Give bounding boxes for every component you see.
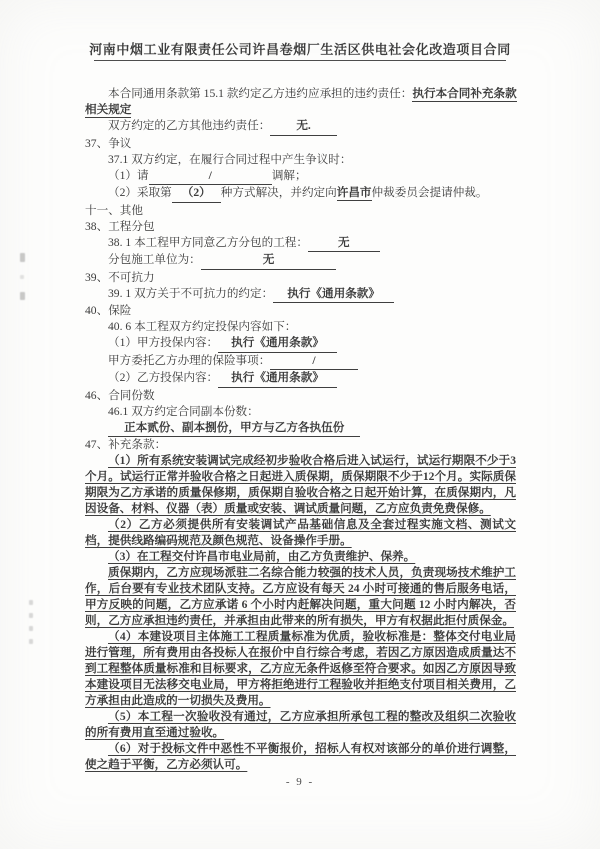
contract-line — [85, 168, 516, 186]
static-text: 本合同通用条款第 15.1 款约定乙方违约应承担的违约责任： — [108, 87, 413, 100]
static-text: 甲方委托乙方办理的保险事项： — [108, 353, 271, 367]
contract-line — [85, 319, 516, 335]
filled-in-field: 无 — [308, 235, 380, 253]
filled-in-field: / — [149, 168, 272, 186]
contract-paragraph: 质保期内，乙方应现场派驻二名综合能力较强的技术人员，负责现场技术维护工作，后台要有专业技术团队支持。乙方应设有每天 24 小时可接通的售后服务电话，甲方反映的问题，乙方应承诺 6 个小时内赶解决问题，重大问题 12 小时内解决，否则，乙方应承担违约责任，并承担由此带来的所有损失，甲方有权据此拒付质保金。 — [85, 566, 516, 627]
static-text: 仲裁委员会提请仲裁。 — [371, 186, 488, 199]
filled-in-field: 许昌市 — [336, 186, 372, 199]
contract-paragraph: （5）本工程一次验收没有通过，乙方应承担所承包工程的整改及组织二次验收的所有费用直至通过验收。 — [85, 710, 516, 739]
contract-line — [85, 235, 516, 253]
contract-line — [85, 404, 516, 420]
ink-bleed-mark — [20, 253, 25, 313]
contract-line — [85, 86, 516, 102]
static-text: （2）采取第 — [108, 186, 172, 199]
contract-line — [85, 270, 516, 286]
contract-paragraph: （3）在工程交付许昌市电业局前，由乙方负责维护、保养。 — [108, 550, 416, 563]
contract-line — [85, 185, 516, 203]
static-text: 46、合同份数 — [85, 388, 155, 402]
contract-paragraph: （1）所有系统安装调试完成经初步验收合格后进入试运行，试运行期限不少于3个月。试运行正常并验收合格之日起进入质保期，质保期限不少于12个月。实际质保期限为乙方承诺的质量保修期，质保期自验收合格之日起开始计算，在质保期内，凡因设备、材料、仪器（表）质量或安装、调试质量问题，乙方应负责免费保修。 — [85, 454, 516, 515]
static-text: 40. 6 本工程双方约定投保内容如下： — [108, 320, 297, 333]
contract-line — [85, 420, 516, 438]
contract-line — [85, 136, 516, 152]
contract-line — [85, 219, 516, 235]
static-text: 38、工程分包 — [85, 219, 155, 233]
contract-line — [85, 203, 516, 219]
filled-in-field: 执行《通用条款》 — [218, 370, 337, 388]
ink-bleed-mark — [29, 600, 33, 652]
filled-in-field: 无. — [270, 118, 337, 136]
static-text: 40、保险 — [85, 304, 132, 317]
contract-line — [85, 353, 516, 371]
static-text: 十一、其他 — [85, 203, 143, 217]
static-text: 39、不可抗力 — [85, 270, 155, 284]
filled-in-field: 执行《通用条款》 — [273, 286, 394, 304]
filled-in-field: 相关规定 — [85, 103, 132, 116]
contract-line — [85, 388, 516, 404]
contract-line — [85, 437, 516, 453]
contract-line — [85, 152, 516, 168]
static-text: 种方式解决，并约定向 — [220, 186, 337, 199]
page-number: - 9 - — [285, 776, 315, 788]
static-text: 38. 1 本工程甲方同意乙方分包的工程： — [108, 235, 308, 249]
static-text: 39. 1 双方关于不可抗力的约定： — [108, 286, 274, 300]
contract-line — [85, 303, 516, 319]
contract-line — [85, 335, 516, 353]
contract-line — [85, 118, 516, 136]
static-text: （2）乙方投保内容： — [108, 371, 219, 384]
static-text: 46.1 双方约定合同副本份数： — [108, 404, 259, 418]
contract-line — [85, 370, 516, 388]
contract-line — [85, 252, 516, 270]
filled-in-field: 无 — [201, 252, 337, 270]
filled-in-field: （2） — [172, 185, 221, 203]
filled-in-field: 执行本合同补充条款 — [412, 87, 517, 100]
static-text: 调解； — [271, 168, 307, 182]
contract-line — [85, 102, 516, 118]
filled-in-field: 执行《通用条款》 — [218, 335, 337, 353]
filled-in-field: / — [270, 353, 357, 371]
static-text: 37、争议 — [85, 136, 132, 150]
static-text: 双方约定的乙方其他违约责任： — [108, 119, 271, 132]
static-text: 37.1 双方约定，在履行合同过程中产生争议时： — [108, 152, 352, 166]
contract-paragraph: （6）对于投标文件中恶性不平衡报价，招标人有权对该部分的单价进行调整，使之趋于平衡，乙方必须认可。 — [85, 742, 516, 771]
contract-line — [85, 286, 516, 304]
static-text: 47、补充条款： — [85, 438, 167, 451]
static-text: 分包施工单位为： — [108, 253, 201, 266]
document-title: 河南中烟工业有限责任公司许昌卷烟厂生活区供电社会化改造项目合同 — [89, 42, 511, 57]
contract-paragraph: （2）乙方必须提供所有安装调试产品基础信息及全套过程实施文档、测试文档，提供线路编码规范及颜色规范、设备操作手册。 — [85, 518, 516, 547]
static-text: （1）请 — [108, 168, 149, 182]
page-footer — [0, 776, 600, 788]
contract-paragraph: （4）本建设项目主体施工工程质量标准为优质，验收标准是：整体交付电业局进行管理，所有费用由各投标人在报价中自行综合考虑，若因乙方原因造成质量达不到工程整体质量标准和目标要求，乙方应无条件返修至符合要求。如因乙方原因导致本建设项目无法移交电业局，甲方将拒绝进行工程验收并拒绝支付项目相关费用，乙方承担由此造成的一切损失及费用。 — [85, 630, 516, 707]
header-rule — [94, 60, 506, 61]
filled-in-field: 正本贰份、副本捌份，甲方与乙方各执伍份 — [108, 420, 360, 438]
document-body — [85, 86, 516, 773]
static-text: （1）甲方投保内容： — [108, 336, 219, 349]
